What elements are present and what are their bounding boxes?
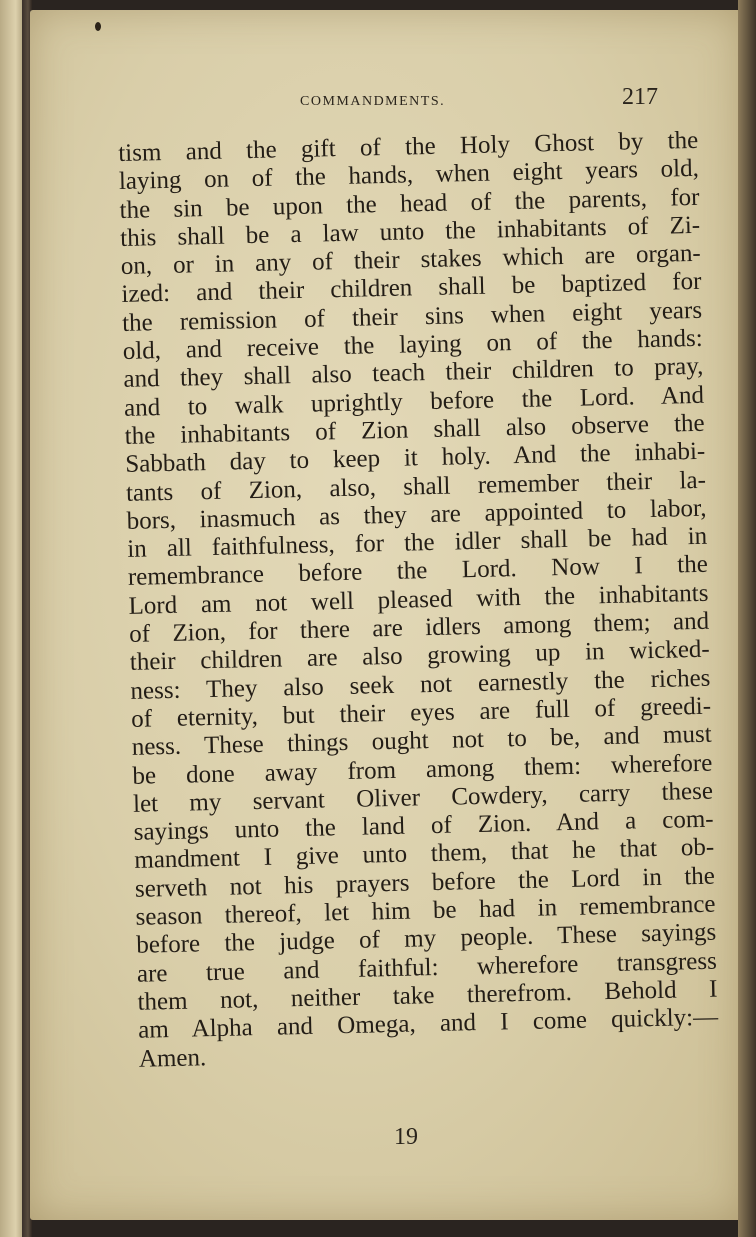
text-line: the sin be upon the head of the parents, for (119, 183, 700, 224)
text-line: on, or in any of their stakes which are organ- (120, 239, 702, 281)
running-head: COMMANDMENTS. (300, 94, 446, 109)
text-line: am Alpha and Omega, and I come quickly:— (137, 1003, 719, 1044)
text-line: tism and the gift of the Holy Ghost by the (118, 126, 699, 167)
text-line: serveth not his prayers before the Lord in the (134, 862, 716, 903)
text-line-final: Amen. (138, 1043, 207, 1073)
text-line: them not, neither take therefrom. Behold I (137, 975, 718, 1016)
text-line: old, and receive the laying on of the hands: (122, 324, 703, 366)
text-line: ness. These things ought not to be, and must (131, 720, 712, 762)
text-line: ness: They also seek not earnestly the riches (130, 664, 711, 705)
text-line: let my servant Oliver Cowdery, carry these (132, 777, 714, 818)
page-edge-shadow (738, 0, 756, 1237)
text-line: Sabbath day to keep it holy. And the inhabi- (125, 438, 706, 479)
text-line: sayings unto the land of Zion. And a com- (133, 805, 714, 846)
text-line: and they shall also teach their children to pray, (123, 353, 704, 394)
text-line: be done away from among them: wherefore (132, 749, 713, 790)
text-line: the remission of their sins when eight years (121, 296, 703, 337)
text-line: bors, inasmuch as they are appointed to labor, (126, 494, 707, 535)
text-line: season thereof, let him be had in remembrance (135, 890, 716, 931)
text-line: in all faithfulness, for the idler shall be had in (126, 522, 708, 564)
text-line: remembrance before the Lord. Now I the (127, 551, 709, 592)
text-line: and to walk uprightly before the Lord. And (123, 381, 705, 422)
text-line: mandment I give unto them, that he that ob- (134, 834, 715, 875)
text-line: ized: and their children shall be baptized for (121, 268, 702, 309)
text-line: are true and faithful: wherefore transgress (136, 947, 718, 988)
text-line: their children are also growing up in wicked- (129, 636, 711, 677)
signature-mark: 19 (394, 1124, 418, 1150)
ink-speck (95, 22, 101, 31)
text-line: this shall be a law unto the inhabitants of Zi- (119, 211, 701, 252)
text-line: of Zion, for there are idlers among them; and (128, 607, 710, 648)
text-line: laying on of the hands, when eight years old, (118, 155, 700, 196)
body-text (118, 127, 719, 1074)
text-line: of eternity, but their eyes are full of greedi- (130, 692, 712, 733)
text-line: Lord am not well pleased with the inhabitants (128, 579, 709, 620)
text-line: tants of Zion, also, shall remember their la- (125, 466, 707, 507)
page-number: 217 (622, 84, 658, 110)
text-line: the inhabitants of Zion shall also observe the (124, 409, 705, 450)
text-line: before the judge of my people. These sayings (135, 918, 717, 960)
